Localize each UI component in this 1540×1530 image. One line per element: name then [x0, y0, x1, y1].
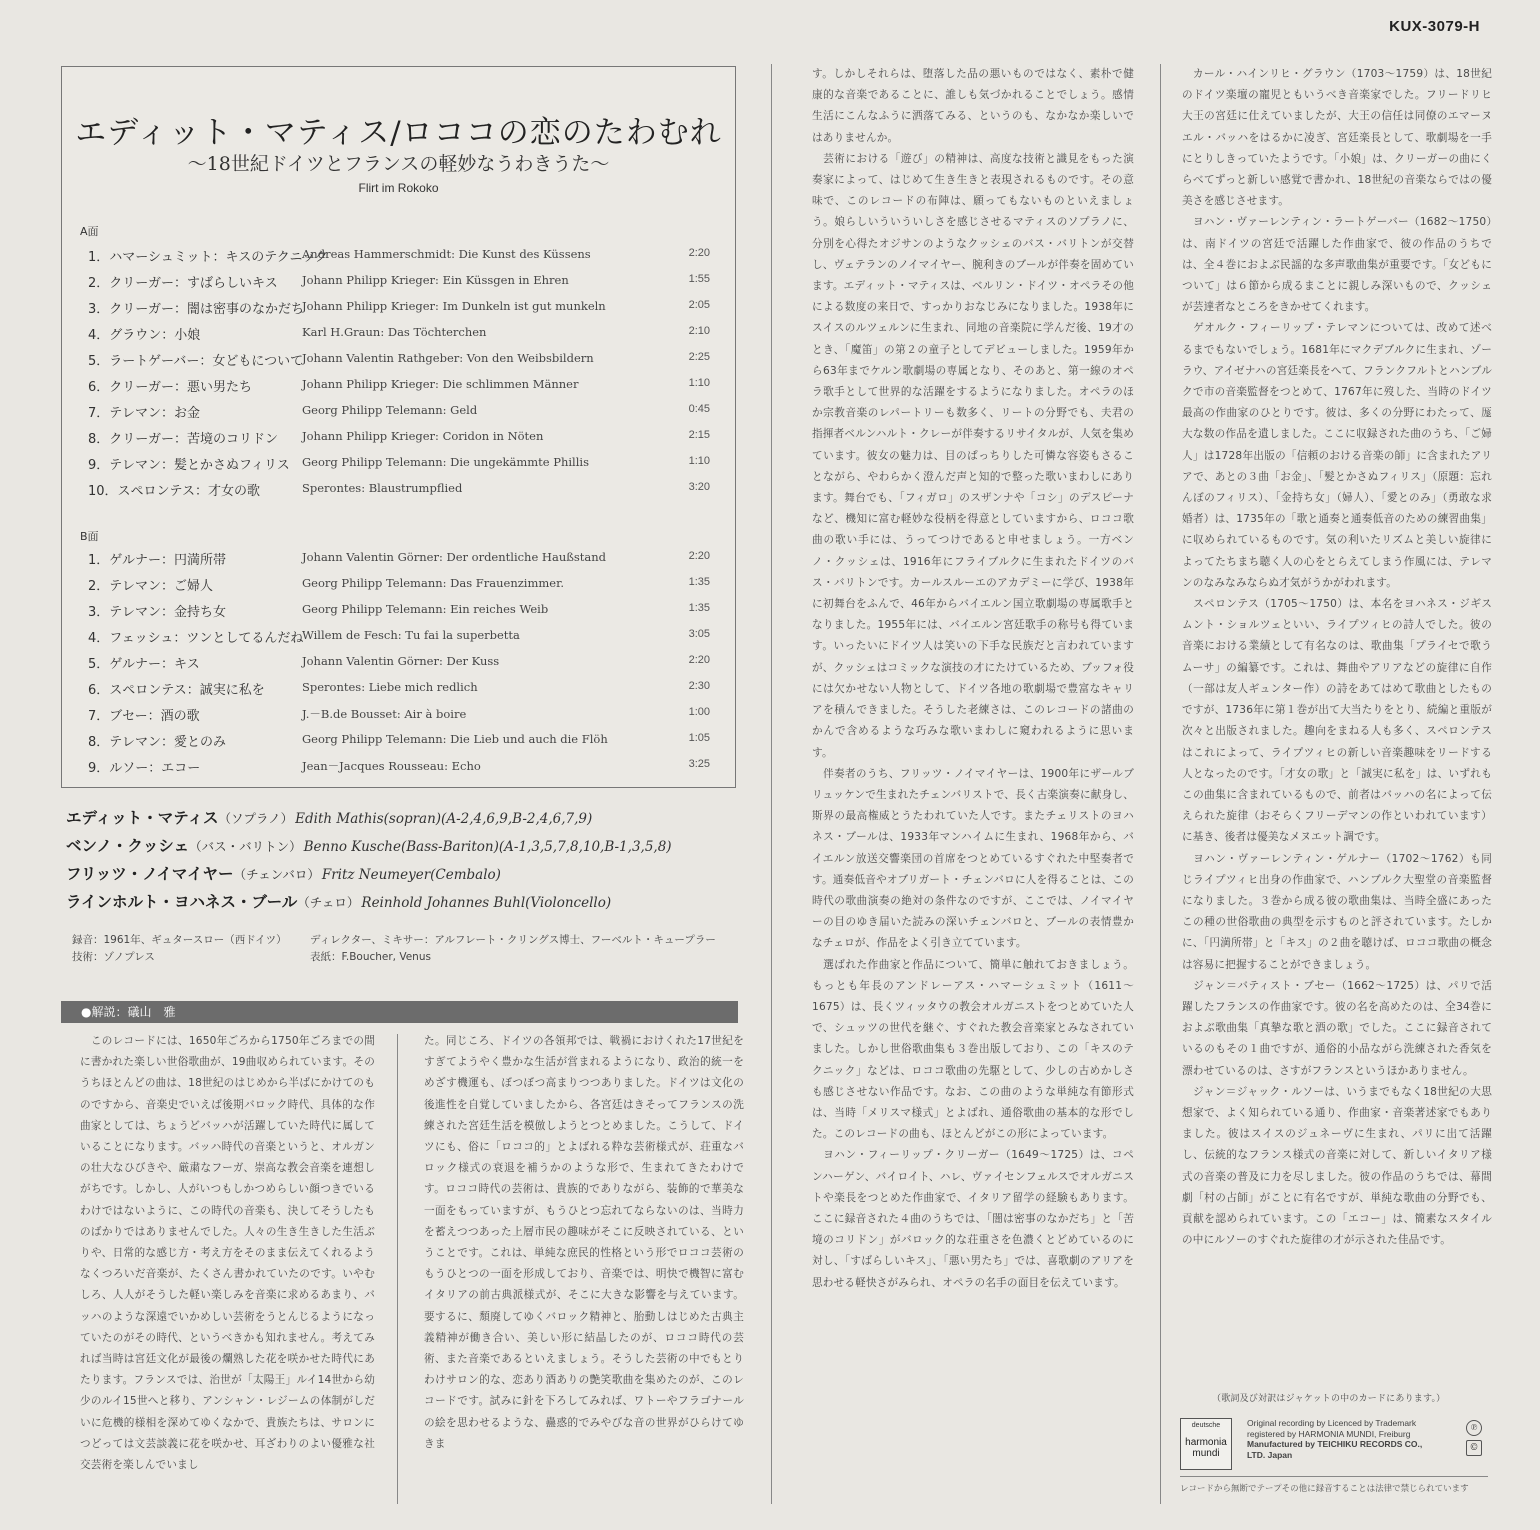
performer-row: [66, 834, 746, 862]
track-title-de: Georg Philipp Telemann: Die Lieb und auch die Flöh: [302, 732, 608, 746]
track-duration: 3:05: [688, 628, 710, 640]
track-duration: 2:20: [688, 247, 710, 259]
track-row: [62, 624, 735, 650]
track-title-de: Sperontes: Liebe mich redlich: [302, 680, 478, 694]
column-divider: [1160, 64, 1161, 1504]
track-duration: 1:10: [688, 377, 710, 389]
track-duration: 2:25: [688, 351, 710, 363]
track-title-de: Johann Valentin Görner: Der ordentliche Haußstand: [302, 550, 607, 564]
album-title-german: Flirt im Rokoko: [358, 181, 439, 195]
track-title-jp: 6．クリーガー：悪い男たち: [88, 380, 253, 395]
credit-cover: 表紙：F.Boucher, Venus: [310, 951, 431, 963]
track-row: [62, 451, 735, 477]
track-title-jp: 4．フェッシュ：ツンとしてるんだね: [88, 631, 304, 646]
track-row: [62, 373, 735, 399]
track-title-jp: 2．クリーガー：すばらしいキス: [88, 276, 278, 291]
liner-notes-col1: このレコードには、1650年ごろから1750年ごろまでの間に書かれた楽しい世俗歌曲が、19曲収められています。そのうちほとんどの曲は、18世紀のはじめから半ばにかけてのものですから、音楽史でいえば後期バロック時代、具体的な作曲家としては、ちょうどバッハが活躍していた時代に属していることになります。バッハ時代の音楽というと、オルガンの壮大なひびきや、厳粛なフーガ、崇高な教会音楽を連想しがちです。しかし、人がいつもしかつめらしい顔つきでいるわけではないように、この時代の音楽も、決してそうしたものばかりではありませんでした。人々の生き生きした生活ぶりや、日常的な感じ方・考え方をそのまま伝えてくれるようなくつろいだ音楽が、たくさん書かれていたのです。いやむしろ、人人がそうした軽い楽しみを音楽に求めるあまり、バッハのような深遠でいかめしい芸術をうとんじるようになっていたのがその時代、というべきかも知れません。考えてみれば当時は宮廷文化が最後の爛熟した花を咲かせた時代にあたります。フランスでは、治世が「太陽王」ルイ14世から幼少のルイ15世へと移り、アンシャン・レジームの体制がしだいに危機的様相を深めてゆくなかで、貴族たちは、サロンにつどっては文芸談義に花を咲かせ、耳ざわりのよい優雅な社交芸術を楽しんでいまし: [80, 1035, 375, 1472]
album-title: エディット・マティス/ロココの恋のたわむれ: [75, 115, 722, 151]
track-title-de: Jean－Jacques Rousseau: Echo: [302, 759, 481, 773]
track-title-jp: 1．ハマーシュミット：キスのテクニック: [88, 250, 328, 265]
track-duration: 2:30: [688, 680, 710, 692]
track-title-de: Johann Philipp Krieger: Coridon in Nöten: [302, 429, 544, 443]
copyright-line1: Original recording by Licenced by Trademark: [1247, 1418, 1417, 1428]
track-duration: 2:10: [688, 325, 710, 337]
track-title-de: Sperontes: Blaustrumpflied: [302, 481, 463, 495]
track-title-de: Johann Valentin Rathgeber: Von den Weibsbildern: [302, 351, 594, 365]
track-duration: 3:25: [688, 758, 710, 770]
side-a-heading: A面: [80, 225, 99, 238]
track-duration: 2:20: [688, 654, 710, 666]
track-title-jp: 10．スペロンテス：才女の歌: [88, 484, 261, 499]
credit-recording: 録音：1961年、ギュタースロー（西ドイツ）: [72, 934, 287, 946]
performer-name-de: Reinhold Johannes Buhl(Violoncello): [361, 895, 612, 911]
track-duration: 2:15: [688, 429, 710, 441]
track-title-jp: 8．テレマン：愛とのみ: [88, 735, 227, 750]
track-title-jp: 1．ゲルナー：円満所帯: [88, 553, 227, 568]
track-title-jp: 4．グラウン：小娘: [88, 328, 201, 343]
logo-line2: harmonia mundi: [1185, 1437, 1227, 1459]
track-title-jp: 8．クリーガー：苦境のコリドン: [88, 432, 279, 447]
track-title-jp: 7．ブセー：酒の歌: [88, 709, 200, 724]
phonogram-mark-icon: ℗: [1466, 1420, 1482, 1436]
performer-role-jp: （チェンバロ）: [233, 867, 320, 882]
track-row: [62, 702, 735, 728]
track-title-de: Georg Philipp Telemann: Das Frauenzimmer.: [302, 576, 564, 590]
logo-line1: deutsche: [1191, 1422, 1221, 1429]
performer-role-jp: （バス・バリトン）: [189, 839, 302, 854]
track-title-de: Georg Philipp Telemann: Geld: [302, 403, 478, 417]
track-row: [62, 269, 735, 295]
performers-list: [66, 806, 746, 918]
track-title-jp: 3．テレマン：金持ち女: [88, 605, 227, 620]
copyright-block: [1247, 1418, 1477, 1460]
performer-name-de: Edith Mathis(sopran)(A-2,4,6,9,B-2,4,6,7,9): [295, 811, 593, 827]
track-row: [62, 546, 735, 572]
track-duration: 1:35: [688, 602, 710, 614]
track-duration: 1:00: [688, 706, 710, 718]
track-title-jp: 6．スペロンテス：誠実に私を: [88, 683, 265, 698]
performer-role-jp: （チェロ）: [297, 895, 360, 910]
performer-name-jp: ベンノ・クッシェ: [66, 837, 190, 855]
track-duration: 2:20: [688, 550, 710, 562]
performer-name-de: Fritz Neumeyer(Cembalo): [321, 867, 501, 883]
track-row: [62, 598, 735, 624]
track-title-de: Johann Philipp Krieger: Ein Küssgen in Ehren: [302, 273, 569, 287]
track-title-jp: 9．ルソー：エコー: [88, 761, 201, 776]
column-divider: [397, 1034, 398, 1504]
track-duration: 1:05: [688, 732, 710, 744]
column-divider: [771, 64, 772, 1504]
track-row: [62, 477, 735, 503]
track-duration: 3:20: [688, 481, 710, 493]
track-title-jp: 2．テレマン：ご婦人: [88, 579, 214, 594]
harmonia-mundi-logo: [1180, 1418, 1232, 1470]
liner-notes-heading: ●解説：礒山 雅: [61, 1001, 738, 1023]
liner-notes-col3: す。しかしそれらは、堕落した品の悪いものではなく、素朴で健康的な音楽であることに、誰しも気づかれることでしょう。感情生活にこんなふうに洒落てみる、というのも、なかなか楽しいではありませんか。 芸術における「遊び」の精神は、高度な技術と識見をもった演奏家によって、はじめて生き生きと表現されるものです。その意味で、このレコードの布陣は、願ってもないものといえましょう。娘らしいういういしさを感じさせるマティスのソプラノに、分別を心得たオジサンのようなクッシェのバス・バリトンが交替し、ヴェテランのノイマイヤー、腕利きのブールが伴奏を固めています。エディット・マティスは、ベルリン・ドイツ・オペラその他による数度の来日で、すっかりおなじみになりました。1938年にスイスのルツェルンに生まれ、同地の音楽院に学んだ後、19才のとき、「魔笛」の第２の童子としてデビューしました。1959年から63年までケルン歌劇場の専属となり、そのあと、第一線のオペラ歌手として世界的な活躍をするようになりました。オペラのほか宗教音楽のレパートリーも数多く、リートの分野でも、夫君の指揮者ベルンハルト・クレーが伴奏するリサイタルが、人気を集めています。彼女の魅力は、目のぱっちりした可憐な容姿もさることながら、やわらかく澄んだ声と知的で整った歌いまわしにあります。舞台でも、「フィガロ」のスザンナや「コシ」のデスピーナなど、機知に富む軽妙な役柄を得意としていますから、ロココ歌曲の歌い手には、うってつけであると申せましょう。一方ベンノ・クッシェは、1916年にフライブルクに生まれたドイツのバス・バリトンです。カールスルーエのアカデミーに学び、1938年に初舞台をふんで、46年からバイエルン国立歌劇場の専属歌手となりました。1955年には、バイエルン宮廷歌手の称号も得ています。いったいにドイツ人は笑いの下手な民族だと言われていますが、クッシェはコミックな演技の才にたけているため、ブッフォ役には欠かせない人物として、ドイツ各地の歌劇場で豊富なキャリアを積んできました。そうした老練さは、このレコードの諸曲のかんで含めるような巧みな歌いまわしに窺われるように思います。 伴奏者のうち、フリッツ・ノイマイヤーは、1900年にザールブリュッケンで生まれたチェンバリストで、長く古楽演奏に献身し、斯界の最高権威とうたわれていた人です。またチェリストのヨハネス・ブールは、1933年マンハイムに生まれ、1968年から、バイエルン放送交響楽団の首席をつとめているすぐれた中堅奏者です。通奏低音やオブリガート・チェンバロに人を得ることは、この時代の歌曲演奏の絶対の条件なのですが、ここでは、ノイマイヤーの目のゆき届いた読みの深いチェンバロと、ブールの表情豊かなチェロが、作品をよく引き立てています。 選ばれた作曲家と作品について、簡単に触れておきましょう。もっとも年長のアンドレーアス・ハマーシュミット（1611～1675）は、長くツィッタウの教会オルガニストをつとめていた人で、シュッツの世代を継ぐ、すぐれた教会音楽家とみなされていました。しかし世俗歌曲集も３巻出版しており、この「キスのテクニック」などは、ロココ歌曲の先駆として、少しの古めかしさも感じさせない作品です。なお、この曲のような単純な有節形式は、当時「メリスマ様式」とよばれ、通俗歌曲の基本的な形でした。このレコードの曲も、ほとんどがこの形によっています。 ヨハン・フィーリップ・クリーガー（1649～1725）は、コペンハーゲン、バイロイト、ハレ、ヴァイセンフェルスでオルガニストや楽長をつとめた作曲家で、イタリア留学の経験もあります。ここに録音された４曲のうちでは、「闇は密事のなかだち」と「苦境のコリドン」がバロック的な荘重さを色濃くとどめているのに対し、「すばらしいキス」、「悪い男たち」では、喜歌劇のアリアを思わせる軽快さがみられ、オペラの名手の面目を伝えています。: [812, 68, 1134, 1289]
track-title-jp: 9．テレマン：髪とかさぬフィリス: [88, 458, 290, 473]
performer-role-jp: （ソプラノ）: [218, 811, 294, 826]
recording-credits: [72, 932, 716, 966]
track-title-de: Johann Philipp Krieger: Die schlimmen Männer: [302, 377, 579, 391]
performer-name-jp: エディット・マティス: [66, 809, 219, 827]
track-title-de: Georg Philipp Telemann: Die ungekämmte Phillis: [302, 455, 589, 469]
track-row: [62, 425, 735, 451]
liner-notes-col4: カール・ハインリヒ・グラウン（1703～1759）は、18世紀のドイツ楽壇の寵児ともいうべき音楽家でした。フリードリヒ大王の宮廷に仕えていましたが、大王の信任は同僚のエマーヌエル・バッハをはるかに凌ぎ、宮廷楽長として、歌劇場を一手にとりしきっていたようです。「小娘」は、クリーガーの曲にくらべてずっと新しい感覚で書かれ、18世紀の音楽ならではの優美さを感じさせます。 ヨハン・ヴァーレンティン・ラートゲーバー（1682～1750）は、南ドイツの宮廷で活躍した作曲家で、彼の作品のうちでは、全４巻におよぶ民謡的な多声歌曲集が重要です。「女どもについて」は６節から成るまことに親しみ深いもので、クッシェが芸達者なところをきかせてくれます。 ゲオルク・フィーリップ・テレマンについては、改めて述べるまでもないでしょう。1681年にマクデブルクに生まれ、ゾーラウ、アイゼナハの宮廷楽長をへて、フランクフルトとハンブルクで市の音楽監督をつとめて、1767年に歿した、当時のドイツ最高の作曲家のひとりです。彼は、多くの分野にわたって、厖大な数の作品を遺しました。ここに収録された曲のうち、「ご婦人」は1728年出版の「信頼のおける音楽の師」に含まれたアリアで、あとの３曲「お金」、「髪とかさぬフィリス」（原題：忘れんぼのフィリス）、「金持ち女」（婦人）、「愛とのみ」（勇敢な求婚者）は、1735年の「歌と通奏と通奏低音のための練習曲集」に収められているものです。気の利いたリズムと美しい旋律によってたちまち聴く人の心をとらえてしまう作風には、テレマンのなみなみならぬ才気がうかがわれます。 スペロンテス（1705～1750）は、本名をヨハネス・ジギスムント・ショルツェといい、ライプツィヒの詩人でした。彼の音楽における業績として有名なのは、歌曲集「プライセで歌うムーサ」の編纂です。これは、舞曲やアリアなどの旋律に自作（一部は友人ギュンター作）の詩をあてはめて歌曲としたものですが、1736年に第１巻が出て大当たりをとり、続編と重版が次々と出版されました。趣向をまねる人も多く、スペロンテスはこれによって、ライプツィヒの新しい音楽趣味をリードする人となったのです。「才女の歌」と「誠実に私を」は、いずれもこの曲集に含まれているもので、前者はバッハの名によって伝えられた旋律（おそらくフリーデマンの作といわれています）に基き、後者は優美なメヌエット調です。 ヨハン・ヴァーレンティン・ゲルナー（1702～1762）も同じライプツィヒ出身の作曲家で、ハンブルク大聖堂の音楽監督になりました。３巻から成る彼の歌曲集は、当時全盛にあったこの種の世俗歌曲の典型を示すものと評されています。たしかに、「円満所帯」と「キス」の２曲を聴けば、ロココ歌曲の概念は容易に把握することができましょう。 ジャン＝バティスト・ブセー（1662～1725）は、パリで活躍したフランスの作曲家です。彼の名を高めたのは、全34巻におよぶ歌曲集「真摯な歌と酒の歌」でした。ここに録音されているのもその１曲ですが、通俗的小品ながら洗練された香気を漂わせているのは、さすがフランスというほかありません。 ジャン＝ジャック・ルソーは、いうまでもなく18世紀の大思想家で、よく知られている通り、作曲家・音楽著述家でもありました。彼はスイスのジュネーヴに生まれ、パリに出て活躍し、伝統的なフランス様式の音楽に対して、新しいイタリア様式の音楽の普及に力を尽しました。彼の作品のうちでは、幕間劇「村の占師」がことに有名ですが、単純な歌曲の分野でも、貢献を認められています。この「エコー」は、簡素なスタイルの中にルソーのすぐれた旋律の才が示された佳品です。: [1182, 68, 1492, 1247]
catalog-number: KUX-3079-H: [1389, 18, 1480, 35]
track-duration: 1:35: [688, 576, 710, 588]
track-row: [62, 754, 735, 780]
track-row: [62, 650, 735, 676]
track-row: [62, 347, 735, 373]
track-row: [62, 728, 735, 754]
copyright-line4: LTD. Japan: [1247, 1449, 1293, 1460]
track-title-de: Andreas Hammerschmidt: Die Kunst des Küssens: [302, 247, 591, 261]
track-duration: 2:05: [688, 299, 710, 311]
track-title-jp: 5．ラートゲーバー：女どもについて: [88, 354, 304, 369]
track-row: [62, 399, 735, 425]
performer-row: [66, 890, 746, 918]
track-row: [62, 295, 735, 321]
track-duration: 0:45: [688, 403, 710, 415]
copyright-line3: Manufactured by TEICHIKU RECORDS CO.,: [1247, 1439, 1423, 1449]
lyrics-note: （歌詞及び対訳はジャケットの中のカードにあります。）: [1212, 1394, 1446, 1404]
performer-name-de: Benno Kusche(Bass-Bariton)(A-1,3,5,7,8,10,B-1,3,5,8): [303, 839, 672, 855]
album-subtitle: ～18世紀ドイツとフランスの軽妙なうわきうた～: [187, 153, 610, 175]
tracklist-panel: [61, 66, 736, 788]
credit-staff: ディレクター、ミキサー：アルフレート・クリングス博士、フーベルト・キュープラー: [310, 934, 716, 946]
track-title-de: Karl H.Graun: Das Töchterchen: [302, 325, 487, 339]
performer-row: [66, 862, 746, 890]
track-title-jp: 3．クリーガー：闇は密事のなかだち: [88, 302, 305, 317]
performer-name-jp: ラインホルト・ヨハネス・ブール: [66, 893, 298, 911]
side-b-tracklist: [62, 546, 735, 780]
track-title-de: Willem de Fesch: Tu fai la superbetta: [302, 628, 520, 642]
track-row: [62, 321, 735, 347]
track-duration: 1:10: [688, 455, 710, 467]
performer-name-jp: フリッツ・ノイマイヤー: [66, 865, 234, 883]
copying-disclaimer: レコードから無断でテープその他に録音することは法律で禁じられています: [1180, 1484, 1469, 1494]
track-title-de: J.－B.de Bousset: Air à boire: [302, 707, 467, 721]
credit-technique: 技術：ゾノプレス: [72, 951, 155, 963]
side-b-heading: B面: [80, 530, 99, 543]
track-title-de: Johann Philipp Krieger: Im Dunkeln ist gut munkeln: [302, 299, 606, 313]
liner-notes-col2: た。同じころ、ドイツの各領邦では、戦禍におけくれた17世紀をすぎてようやく豊かな生活が営まれるようになり、政治的統一をめざす機運も、ぼつぼつ高まりつつありました。ドイツは文化の後進性を自覚していましたから、各宮廷はきそってフランスの洗練された宮廷生活を模倣しようとつとめました。こうして、ドイツにも、俗に「ロココ的」とよばれる粋な芸術様式が、荘重なバロック様式の衰退を補うかのような形で、生まれてきたわけです。ロココ時代の芸術は、貴族的でありながら、装飾的で華美な一面をもっていますが、もうひとつ忘れてならないのは、当時力を蓄えつつあった上層市民の趣味がそこに反映されている、ということです。これは、単純な庶民的性格という形でロココ芸術のもうひとつの一面を形成しており、音楽では、明快で機智に富むイタリアの前古典派様式が、そこに大きな影響を与えています。要するに、頽廃してゆくバロック精神と、胎動しはじめた古典主義精神が働き合い、美しい形に結晶したのが、ロココ時代の芸術、また音楽であるといえましょう。そうした芸術の中でもとりわけサロン的な、恋あり酒ありの艶笑歌曲を集めたのが、このレコードです。試みに針を下ろしてみれば、ワトーやフラゴナールの絵を思わせるような、蠱惑的でみやびな音の世界がひらけてゆきま: [424, 1035, 744, 1450]
track-row: [62, 676, 735, 702]
track-title-de: Johann Valentin Görner: Der Kuss: [302, 654, 500, 668]
copyright-line2: registered by HARMONIA MUNDI, Freiburg: [1247, 1428, 1411, 1439]
track-row: [62, 572, 735, 598]
performer-row: [66, 806, 746, 834]
track-title-de: Georg Philipp Telemann: Ein reiches Weib: [302, 602, 549, 616]
track-title-jp: 5．ゲルナー：キス: [88, 657, 200, 672]
track-title-jp: 7．テレマン：お金: [88, 406, 201, 421]
track-duration: 1:55: [688, 273, 710, 285]
track-row: [62, 243, 735, 269]
copyright-mark-icon: ©: [1466, 1440, 1482, 1456]
footer-rule: [1180, 1476, 1488, 1477]
side-a-tracklist: [62, 243, 735, 503]
